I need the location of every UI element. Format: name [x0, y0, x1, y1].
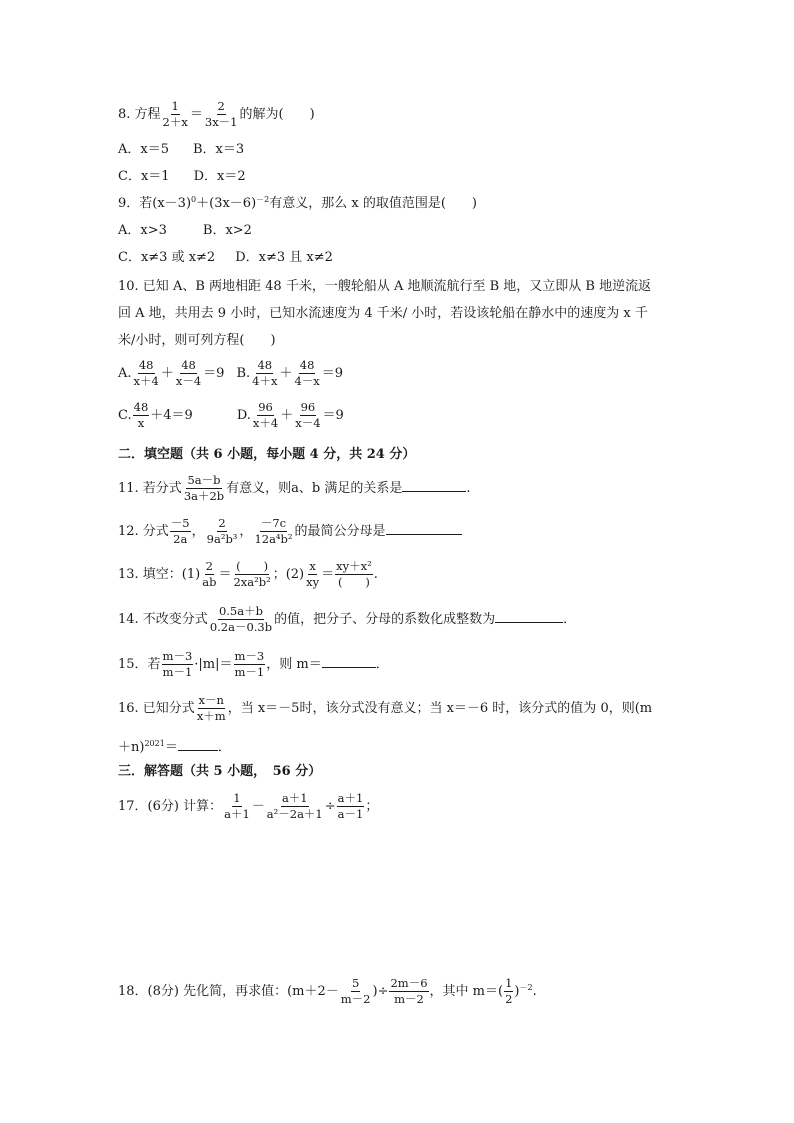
option-a: A．x>3 [118, 223, 167, 238]
question-10-options-cd [118, 401, 344, 430]
section-2-heading: 二．填空题（共 6 小题，每小题 4 分，共 24 分） [118, 447, 416, 462]
question-13: 13. 填空：(1) $\frac{2}{ab}$ ＝ ( ) 2xa²b² ；(2) $\frac{x}{xy}$ ＝ xy＋x² ( ) . [118, 559, 378, 590]
answer-blank[interactable] [386, 522, 462, 535]
question-12: 12. 分式 $\frac{-5}{2a}$ ， $\frac{2}{\text{9a²b³}}$ ， $\frac{-7c}{\text{12a⁴b²}}$ 的最简公分母是 [118, 517, 462, 546]
question-8-options-cd [118, 170, 246, 183]
answer-blank[interactable] [178, 738, 218, 751]
answer-blank[interactable] [322, 655, 376, 668]
question-18: 18．(8分) 先化简，再求值：(m＋2－ $\frac{5}{m-2}$ )÷ $\frac{2m-6}{m-2}$ ，其中 m＝( $\frac{1}{2}$ )$^{-2}$. [118, 976, 537, 1007]
question-16-line-2: ＋n)$^{2021}$＝ ． [118, 739, 231, 755]
option-a: A. $\frac{48}{x+4}$ ＋ $\frac{48}{x-4}$ ＝9 [118, 358, 225, 389]
fraction: $\frac{2}{3x-1}$ [204, 99, 238, 130]
fraction: $\frac{1}{2+x}$ [162, 99, 188, 130]
option-d: D．x≠3 且 x≠2 [235, 250, 333, 265]
option-c: C. $\frac{48}{x}$ ＋4＝9 [118, 400, 193, 431]
question-10-line-2: 回 A 地，共用去 9 小时，已知水流速度为 4 千米/ 小时，若设该轮船在静水中的速度为 x 千 [118, 306, 648, 321]
answer-blank[interactable] [402, 479, 466, 492]
option-d: D. $\frac{96}{x+4}$ ＋ $\frac{96}{x-4}$ ＝9 [236, 400, 344, 431]
question-10-options-ab [118, 359, 343, 388]
question-17: 17．(6分) 计算： $\frac{1}{a+1}$ － $\frac{a+1}{\text{a²－2a＋1}}$ ÷ $\frac{a+1}{a-1}$ ； [118, 791, 379, 822]
question-9: 9．若$(x-3)^0+(3x-6)^{-2}$有意义，那么 x 的取值范围是( ) [118, 195, 477, 211]
question-8: 8. 方程 $\frac{1}{2+x}$ ＝ $\frac{2}{3x-1}$ 的解为( ) [118, 99, 315, 130]
question-15: 15．若 $\frac{m-3}{m-1}$ ·|m|＝ $\frac{m-3}{m-1}$ ，则 m＝ ． [118, 649, 389, 680]
option-a: A．x＝5 [118, 142, 169, 157]
question-10-line-3: 米/小时，则可列方程( ) [118, 333, 276, 348]
question-14: 14. 不改变分式 $\frac{0.5a+b}{0.2a-0.3b}$ 的值，把分子、分母的系数化成整数为 ． [118, 604, 577, 635]
answer-blank[interactable] [495, 610, 563, 623]
option-b: B. $\frac{48}{4+x}$ ＋ $\frac{48}{4-x}$ ＝9 [236, 358, 344, 389]
section-3-heading: 三．解答题（共 5 小题， 56 分） [118, 764, 322, 779]
option-c: C．x＝1 [118, 169, 170, 184]
option-b: B．x＝3 [193, 142, 245, 157]
question-10-line-1: 10. 已知 A、B 两地相距 48 千米，一艘轮船从 A 地顺流航行至 B 地，又立即从 B 地逆流返 [118, 279, 652, 294]
option-d: D．x＝2 [193, 169, 246, 184]
option-c: C．x≠3 或 x≠2 [118, 250, 216, 265]
question-8-options-ab [118, 143, 244, 156]
question-11: 11. 若分式 $\frac{5a-b}{3a+2b}$ 有意义，则a、b 满足的关系是 . [118, 473, 471, 504]
question-9-options-ab [118, 224, 252, 237]
question-9-options-cd [118, 251, 333, 264]
option-b: B．x>2 [202, 223, 252, 238]
question-16-line-1: 16. 已知分式 $\frac{x-n}{x+m}$ ，当 x＝－5时，该分式没有意义；当 x＝－6 时，该分式的值为 0，则(m [118, 693, 653, 724]
